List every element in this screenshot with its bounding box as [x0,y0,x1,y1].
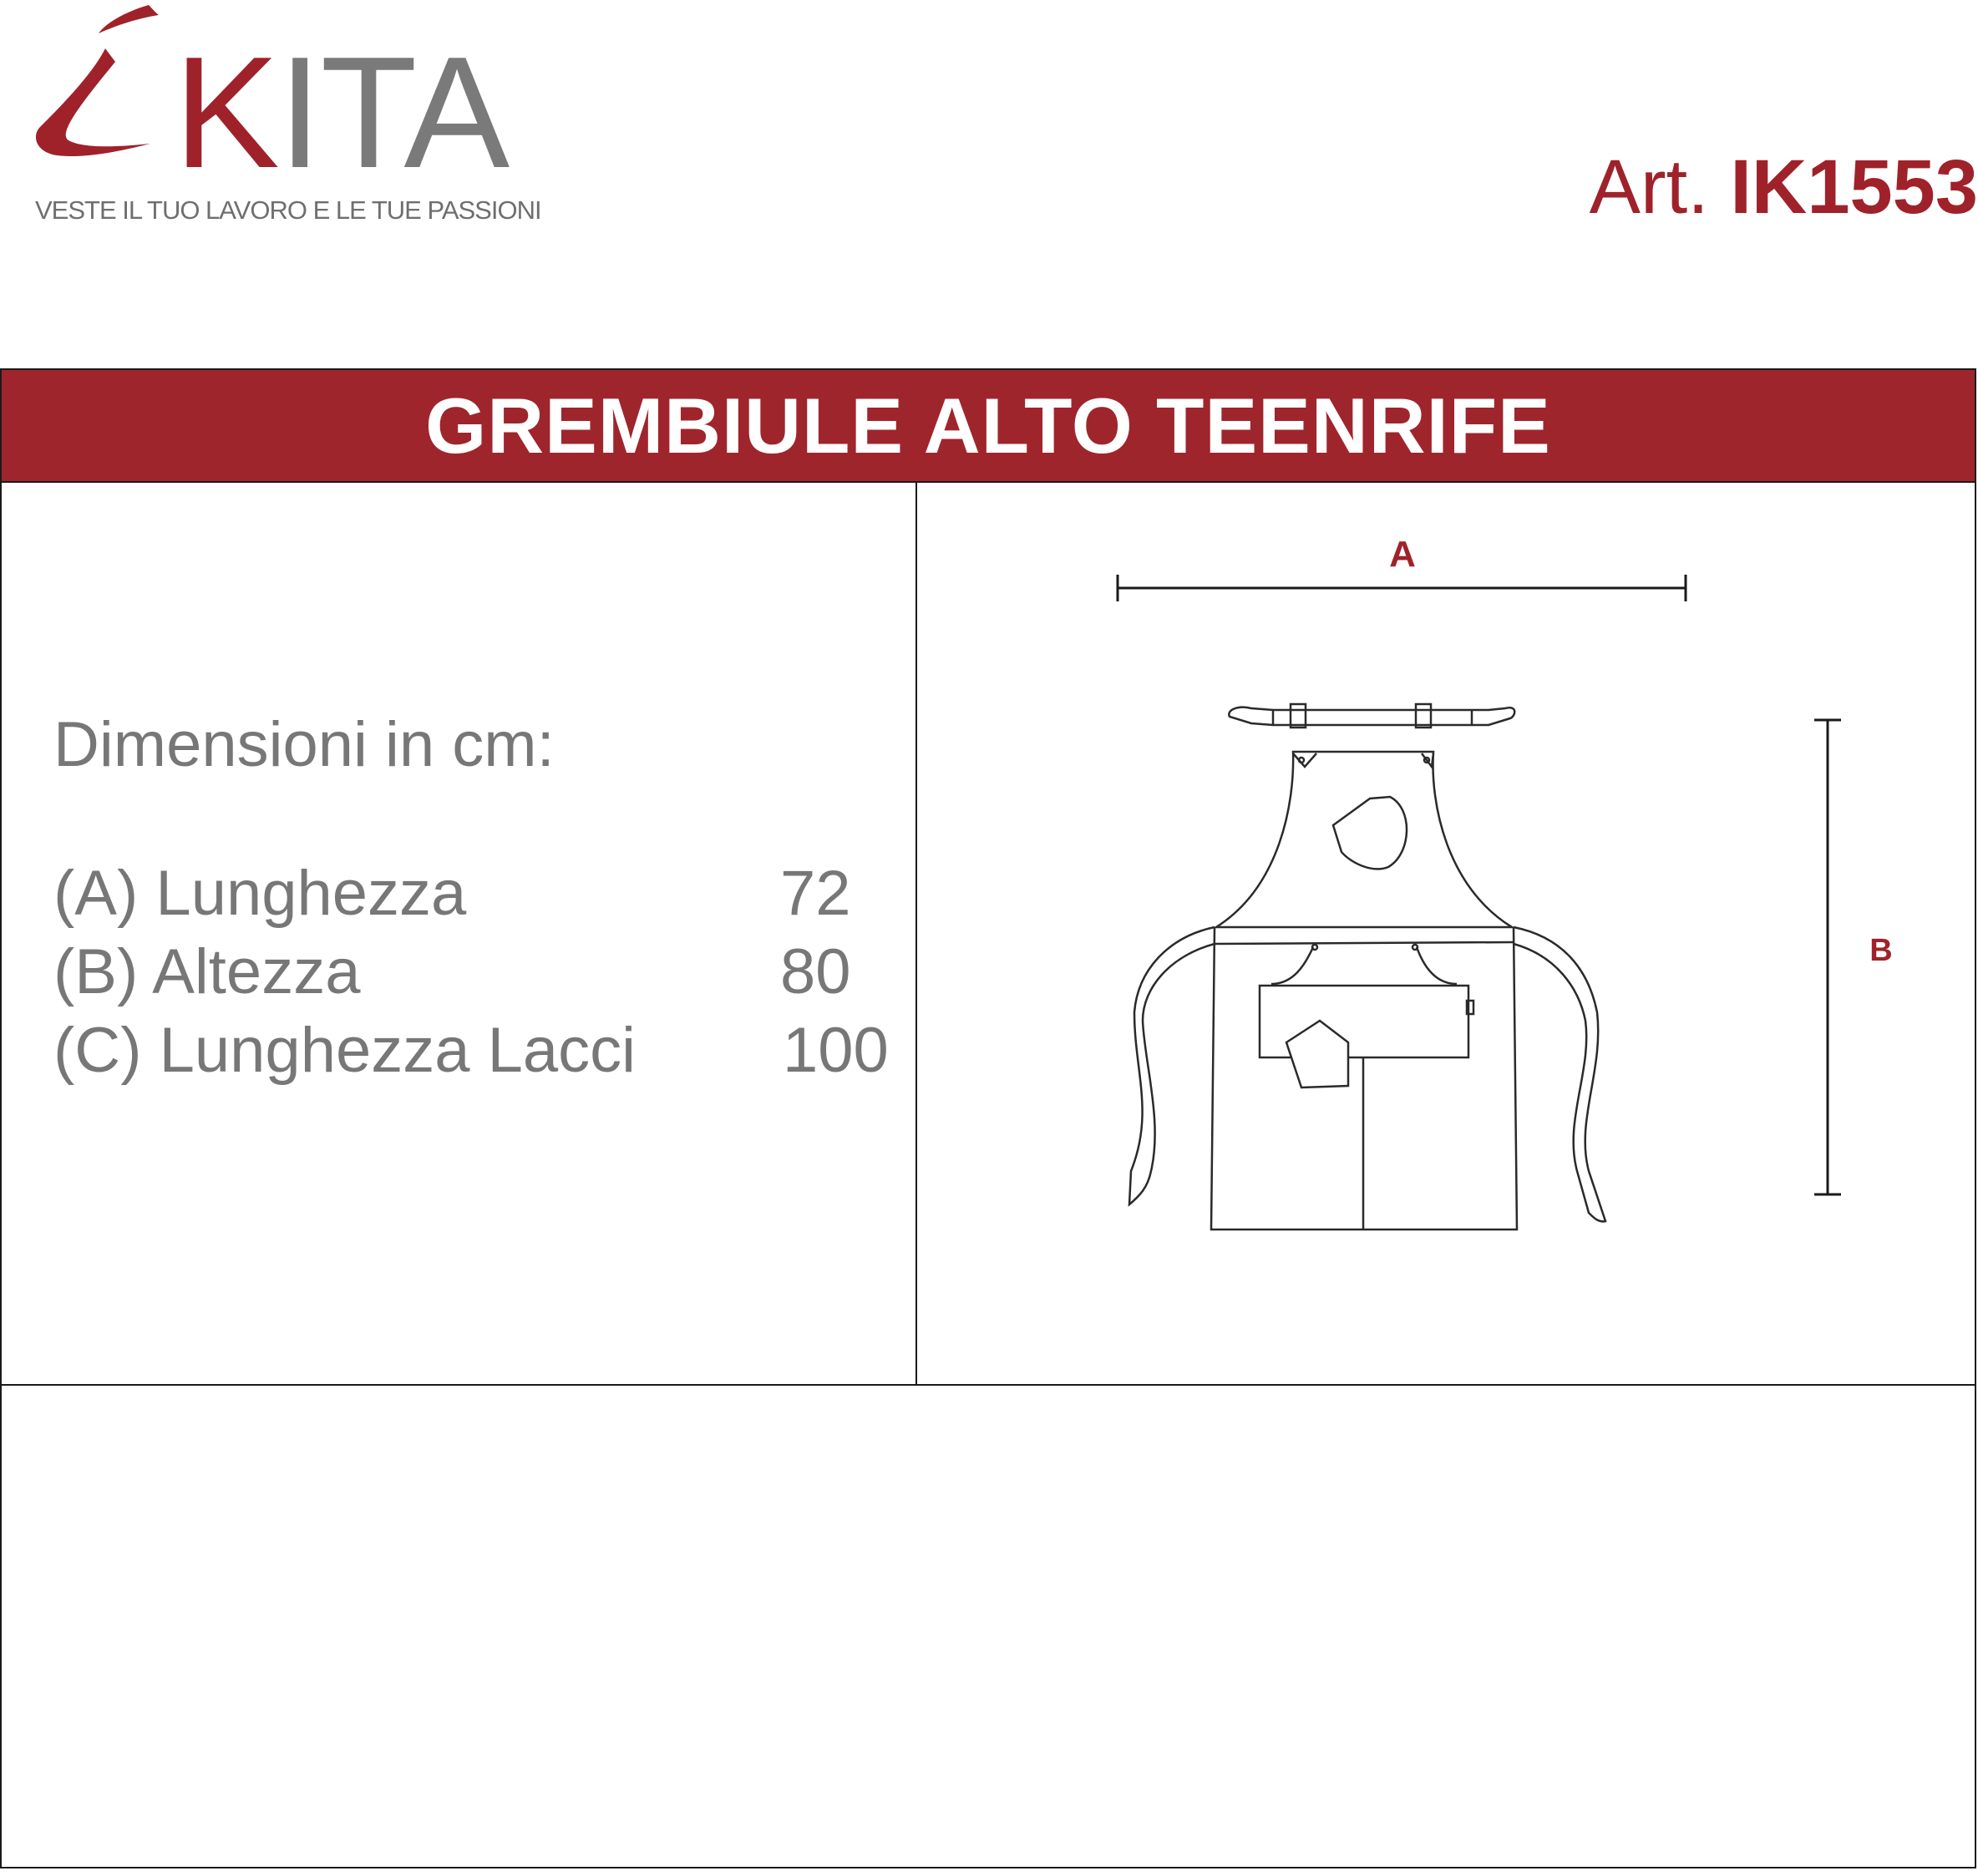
label-a: A [1389,534,1416,575]
logo-letters-ita: ITA [277,24,509,201]
dimension-row-a [53,857,466,930]
article-number: IK1553 [1730,145,1978,230]
article-code [1589,145,1978,230]
logo-wordmark [174,24,509,201]
dimension-label: (C) Lunghezza Lacci [53,1015,637,1086]
logo-letter-k: K [174,24,278,201]
article-prefix: Art. [1589,145,1709,230]
dimension-row-c [53,1014,636,1087]
dimension-value: 100 [783,1015,889,1086]
dimension-b-line [1814,720,1841,1194]
title-bar [2,370,1975,483]
dimension-value: 72 [780,858,851,929]
dimension-a-line [1118,575,1686,601]
dimensions-heading: Dimensioni in cm: [53,709,555,780]
dimension-value: 80 [780,936,851,1007]
dimension-row-b [53,935,360,1008]
apron-diagram [917,483,1976,1383]
dimension-label: (A) Lunghezza [53,858,467,929]
product-sheet [0,368,1976,1868]
row-divider [2,1384,1975,1386]
brand-logo [25,0,593,242]
apron-icon [1129,704,1605,1230]
product-title: GREMBIULE ALTO TEENRIFE [425,381,1551,469]
label-b: B [1869,933,1893,968]
brand-tagline: VESTE IL TUO LAVORO E LE TUE PASSIONI [35,195,541,225]
logo-i-swoosh-icon [25,0,192,192]
dimension-label: (B) Altezza [53,936,361,1007]
